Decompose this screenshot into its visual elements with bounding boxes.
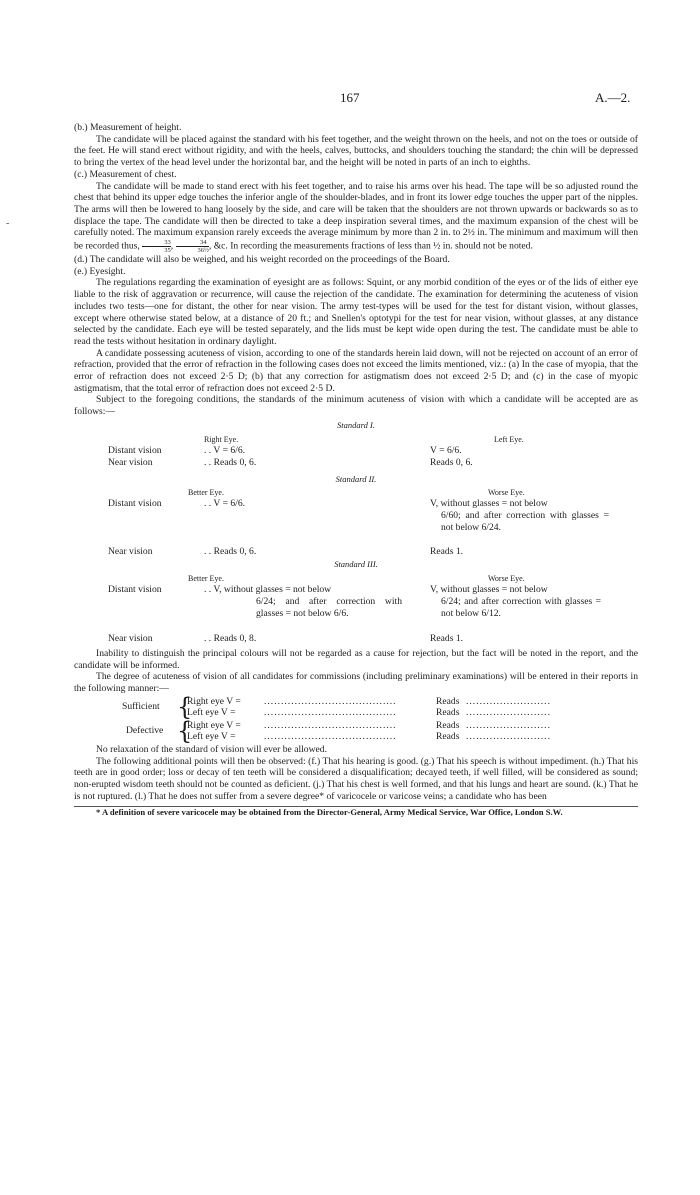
standard-2-near-better: . . Reads 0, 6. — [204, 546, 257, 558]
sufficient-left-reads-blank: ......................... — [466, 706, 551, 718]
section-c-paragraph: The candidate will be made to stand erect with his feet together, and to raise his arms over his head. The tape will be so adjusted round the chest that behind its upper edge touches the inferior angle of the shoulder-blades, and in front its lower edge touches the upper part of the nipples. The arms will then be lowered to hang loosely by the side, and care will be taken that the shoulders are not thrown upwards or backwards so as to displace the tape. The candidate will then be directed to take a deep inspiration several times, and the maximum expansion of the chest will be carefully noted. The maximum expansion rarely exceeds the average minimum by more than 2 in. to 2½ in. The minimum and maximum will then be recorded thus, $\frac{33}{35}$ , $\frac{34}{\text{36½}}$ , &c. In recording the measurements fractions of less than ½ in. should not be noted. — [74, 180, 638, 255]
colours-paragraph: Inability to distinguish the principal colours will not be regarded as a cause for rejection, but the fact will be noted in the report, and the candidate will be informed. — [74, 647, 638, 671]
sufficient-brace: { — [177, 692, 193, 721]
defective-left-eye: Left eye V = — [187, 730, 236, 742]
sufficient-label: Sufficient — [122, 700, 160, 712]
defective-right-eye: Right eye V = — [187, 719, 241, 731]
standard-2-distant-better: . . V = 6/6. — [204, 498, 246, 510]
standard-3-distant-worse-rest: 6/24; and after correction with glasses = not below 6/12. — [441, 595, 601, 619]
section-b-paragraph: The candidate will be placed against the standard with his feet together, and the weight thrown on the heels, and not on the toes or outside of the feet. He will stand erect without rigidity, and with the heels, calves, buttocks, and shoulders touching the standard; the chin will be depressed to bring the vertex of the head level under the horizontal bar, and the height will be noted in parts of an inch to eighths. — [74, 133, 638, 169]
standard-3-distant-worse-first: V, without glasses = not below — [430, 583, 548, 595]
standard-2-distant-worse-first: V, without glasses = not below — [430, 498, 548, 510]
standard-1-table — [74, 436, 638, 472]
standard-3-near-label: Near vision — [108, 632, 153, 644]
footnote: * A definition of severe varicocele may be obtained from the Director-General, Army Medical Service, War Office, London S.W. — [96, 807, 563, 818]
standard-3-distant-label: Distant vision — [108, 583, 162, 595]
page-number: 167 — [340, 90, 360, 105]
defective-left-reads: Reads — [436, 730, 460, 742]
sufficient-left-eye: Left eye V = — [187, 706, 236, 718]
section-e-paragraph-1: The regulations regarding the examination of eyesight are as follows: Squint, or any morbid condition of the eyes or of the lids of either eye liable to the risk of aggravation or recurrence, will cause the rejection of the candidate. The examination for determining the acuteness of vision includes two tests—one for distant, the other for near vision. The army test-types will be used for the test for distant vision, without glasses, except where otherwise stated below, at a distance of 20 ft.; and Snellen's optotypi for the test for near vision, without glasses, at any distance selected by the candidate. Each eye will be tested separately, and the lids must be kept wide open during the test. The candidate must be able to read the tests without hesitation in ordinary daylight. — [74, 277, 638, 347]
chest-fraction-2: $\frac{34}{\text{36½}}$ — [176, 239, 209, 254]
standard-3-col2-header: Worse Eye. — [488, 573, 525, 583]
sufficient-left-eye-blank: ....................................... — [264, 706, 397, 718]
standard-1-near-right: . . Reads 0, 6. — [204, 456, 257, 468]
sufficient-right-eye-blank: ....................................... — [264, 695, 397, 707]
no-relaxation-paragraph: No relaxation of the standard of vision will ever be allowed. — [96, 743, 327, 755]
defective-left-eye-blank: ....................................... — [264, 730, 397, 742]
standard-2-title: Standard II. — [335, 473, 377, 484]
standard-1-distant-right: . . V = 6/6. — [204, 444, 246, 456]
defective-right-reads-blank: ......................... — [466, 719, 551, 731]
standard-3-distant-better-first: . . V, without glasses = not below — [204, 583, 332, 595]
section-c-text-1: The candidate will be made to stand erect with his feet together, and to raise his arms over his head. The tape will be so adjusted round the chest that behind its upper edge touches the inferior angle of the shoulder-blades, and in front its lower edge touches the upper part of the nipples. The arms will then be lowered to hang loosely by the side, and care will be taken that the shoulders are not thrown upwards or backwards so as to displace the tape. The candidate will then be directed to take a deep inspiration several times, and the maximum expansion of the chest will be carefully noted. The maximum expansion rarely exceeds the average minimum by more than 2 in. to 2½ in. The minimum and maximum will then be recorded thus, — [74, 180, 638, 252]
standard-3-col1-header: Better Eye. — [188, 573, 224, 583]
standard-2-near-worse: Reads 1. — [430, 546, 464, 558]
standard-1-distant-left: V = 6/6. — [430, 444, 462, 456]
defective-right-eye-blank: ....................................... — [264, 719, 397, 731]
standard-1-title: Standard I. — [337, 419, 375, 430]
standard-1-col2-header: Left Eye. — [494, 434, 524, 444]
section-b-heading: (b.) Measurement of height. — [74, 122, 182, 133]
standard-1-col1-header: Right Eye. — [204, 434, 239, 444]
standard-2-near-label: Near vision — [108, 546, 153, 558]
chest-fraction-1: $\frac{33}{35}$ — [142, 239, 171, 254]
standard-3-near-better: . . Reads 0, 8. — [204, 632, 257, 644]
additional-points-paragraph: The following additional points will then be observed: (f.) That his hearing is good. (g.) That his speech is without impediment. (h.) That his teeth are in good order; loss or decay of ten teeth will be considered a disqualification; decayed teeth, if well filled, will be considered as sound; non-erupted wisdom teeth should not be counted as deficient. (j.) That his chest is well formed, and that his lungs and heart are sound. (k.) That he is not ruptured. (l.) That he does not suffer from a severe degree* of varicocele or varicose veins; a candidate who has been — [74, 755, 638, 802]
margin-mark: - — [6, 218, 10, 229]
standard-1-distant-label: Distant vision — [108, 444, 162, 456]
section-c-heading: (c.) Measurement of chest. — [74, 168, 177, 180]
standard-1-near-left: Reads 0, 6. — [430, 456, 473, 468]
section-e-paragraph-2: A candidate possessing acuteness of vision, according to one of the standards herein laid down, will not be rejected on account of an error of refraction, provided that the error of refraction in the following cases does not exceed the limits mentioned, viz.: (a) In the case of myopia, that the error of refraction does not exceed 2·5 D; (b) that any correction for astigmatism does not exceed 2·5 D; and (c) in the case of myopic astigmatism, that the total error of refraction does not exceed 2·5 D. — [74, 347, 638, 394]
defective-right-reads: Reads — [436, 719, 460, 731]
standard-1-near-label: Near vision — [108, 456, 153, 468]
standard-3-title: Standard III. — [334, 559, 378, 570]
section-d-paragraph: (d.) The candidate will also be weighed, and his weight recorded on the proceedings of the Board. — [74, 254, 450, 266]
standard-3-near-worse: Reads 1. — [430, 632, 464, 644]
vision-record-form — [74, 692, 638, 745]
standard-2-distant-worse-rest: 6/60; and after correction with glasses = not below 6/24. — [441, 510, 609, 533]
page-reference: A.—2. — [595, 90, 631, 105]
section-e-paragraph-3: Subject to the foregoing conditions, the standards of the minimum acuteness of vision with which a candidate will be accepted are as follows:— — [74, 394, 638, 418]
defective-brace: { — [177, 716, 193, 745]
standard-2-col1-header: Better Eye. — [188, 488, 224, 498]
standard-2-distant-label: Distant vision — [108, 498, 162, 510]
standard-3-table — [74, 575, 638, 646]
standard-2-table — [74, 489, 638, 557]
standard-2-col2-header: Worse Eye. — [488, 488, 525, 498]
degree-paragraph: The degree of acuteness of vision of all candidates for commissions (including preliminary examinations) will be entered in their reports in the following manner:— — [74, 671, 638, 695]
defective-left-reads-blank: ......................... — [466, 730, 551, 742]
document-body — [74, 122, 638, 818]
sufficient-right-reads: Reads — [436, 695, 460, 707]
sufficient-right-reads-blank: ......................... — [466, 695, 551, 707]
sufficient-left-reads: Reads — [436, 706, 460, 718]
section-e-heading: (e.) Eyesight. — [74, 265, 126, 277]
defective-label: Defective — [126, 724, 164, 736]
sufficient-right-eye: Right eye V = — [187, 695, 241, 707]
section-c-text-2: , &c. In recording the measurements fractions of less than ½ in. should not be noted. — [208, 240, 533, 252]
standard-3-distant-better-rest: 6/24; and after correction with glasses = not below 6/6. — [256, 595, 402, 619]
